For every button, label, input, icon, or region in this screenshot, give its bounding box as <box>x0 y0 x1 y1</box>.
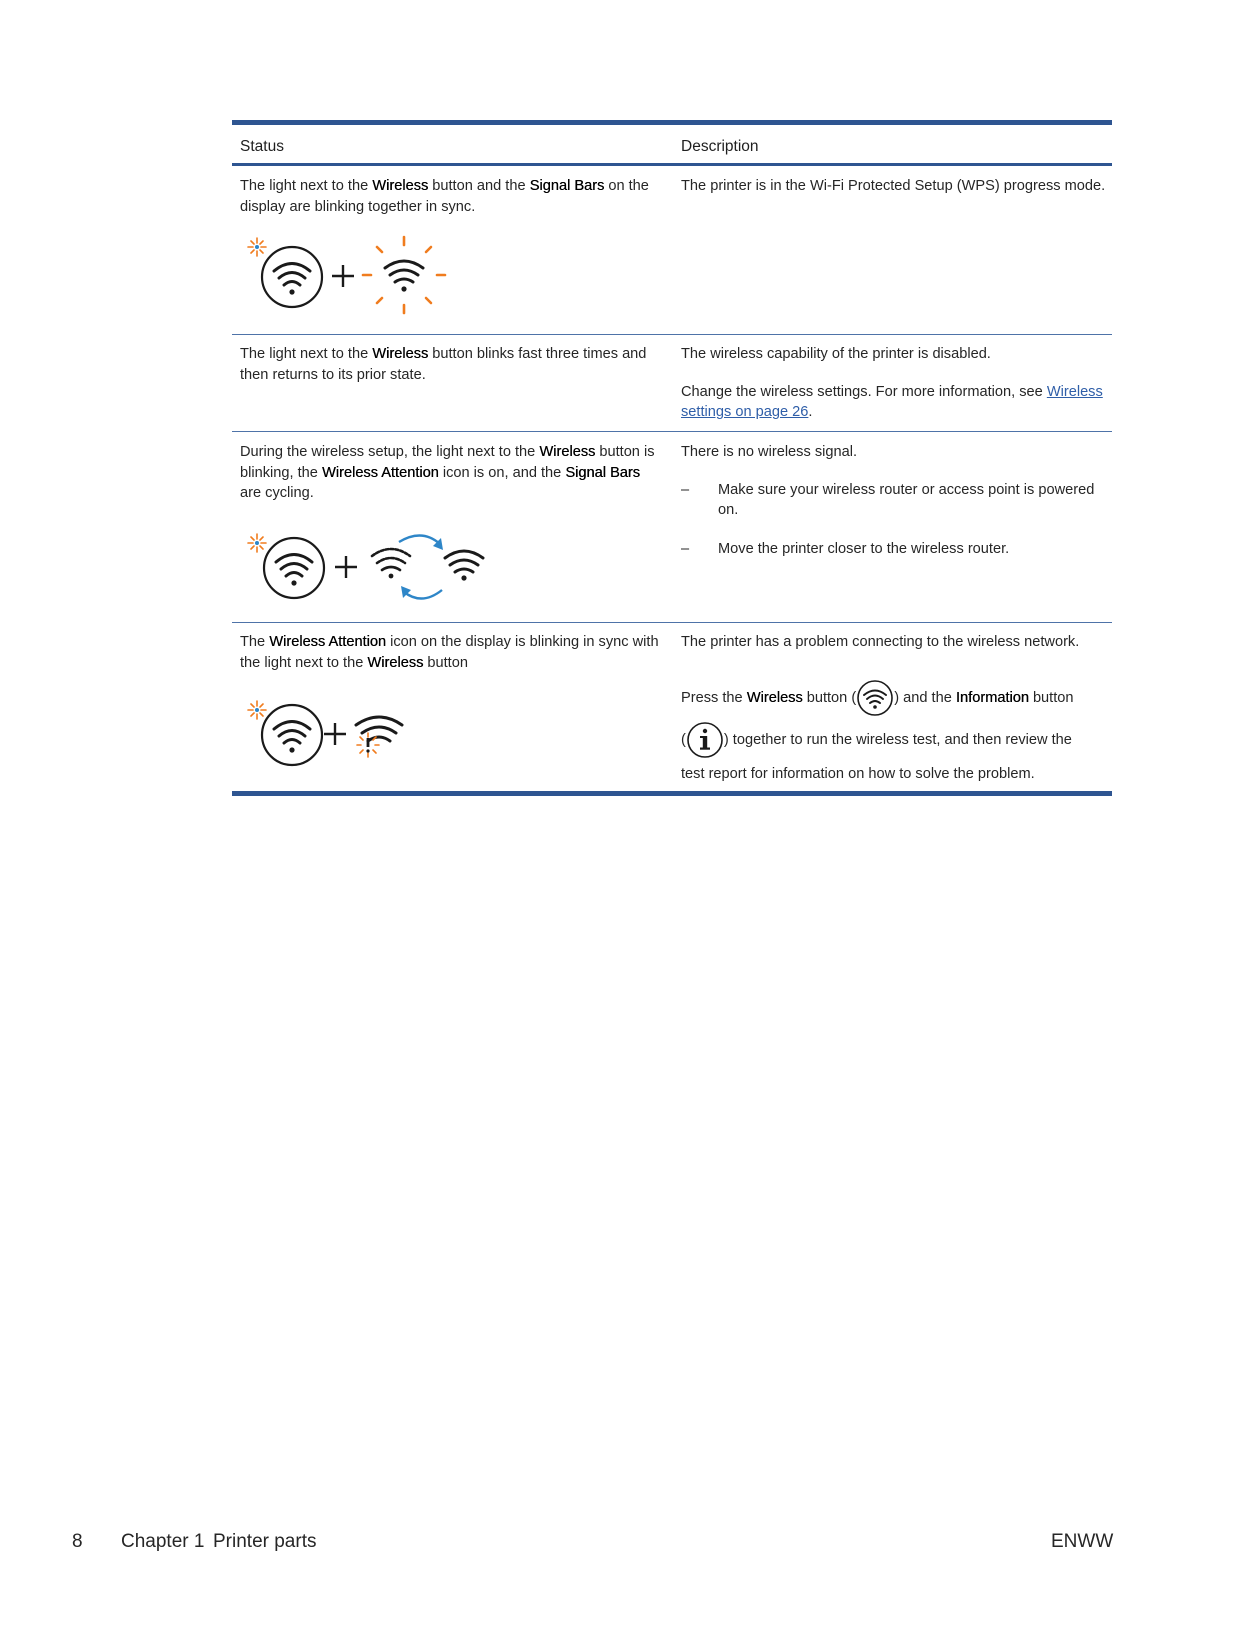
row2-description: The wireless capability of the printer is disabled. Change the wireless settings. For more information, see Wireless settings on page 26. <box>681 346 1103 420</box>
wireless-plus-attention-icon <box>244 697 424 769</box>
table-header-row <box>232 125 1112 163</box>
row4-description: The printer has a problem connecting to the wireless network. Press the Wireless button ( ) and the Information button ( ) together to run the wireless test, and then review the test report for information on how to solve the problem. <box>681 634 1080 782</box>
bullet-item: – Move the printer closer to the wireless router. <box>681 540 1010 557</box>
section-title: Printer parts <box>213 1531 317 1552</box>
row3-description: There is no wireless signal. – Make sure your wireless router or access point is powered on. – Move the printer closer to the wireless router. <box>681 442 1111 559</box>
row4-status-text: The Wireless Attention icon on the display is blinking in sync with the light next to the Wireless button <box>240 634 659 671</box>
header-description: Description <box>681 138 759 155</box>
wireless-plus-signal-bars-icon <box>244 234 454 324</box>
row1-description: The printer is in the Wi-Fi Protected Setup (WPS) progress mode. <box>681 178 1106 194</box>
table-row <box>232 432 1112 622</box>
chapter-label: Chapter 1 <box>121 1531 205 1552</box>
status-table <box>232 120 1112 796</box>
information-button-icon <box>686 721 724 759</box>
wireless-button-icon <box>856 679 894 717</box>
table-row <box>232 335 1112 431</box>
header-status: Status <box>240 138 284 155</box>
locale-label: ENWW <box>1051 1531 1114 1552</box>
wireless-settings-link[interactable]: Wireless settings on page 26 <box>681 383 1103 420</box>
row1-status-text: The light next to the Wireless button and the Signal Bars on the display are blinking together in sync. <box>240 178 649 215</box>
bullet-item: – Make sure your wireless router or access point is powered on. <box>681 481 1095 518</box>
page-number: 8 <box>72 1531 83 1552</box>
table-bottom-rule <box>232 791 1112 796</box>
table-row <box>232 623 1112 791</box>
table-row <box>232 166 1112 334</box>
row3-status-text: During the wireless setup, the light next to the Wireless button is blinking, the Wireless Attention icon is on, and the Signal Bars are cycling. <box>240 444 655 501</box>
row2-status-text: The light next to the Wireless button blinks fast three times and then returns to its prior state. <box>240 346 647 383</box>
wireless-plus-cycling-signal-bars-icon <box>244 530 494 610</box>
